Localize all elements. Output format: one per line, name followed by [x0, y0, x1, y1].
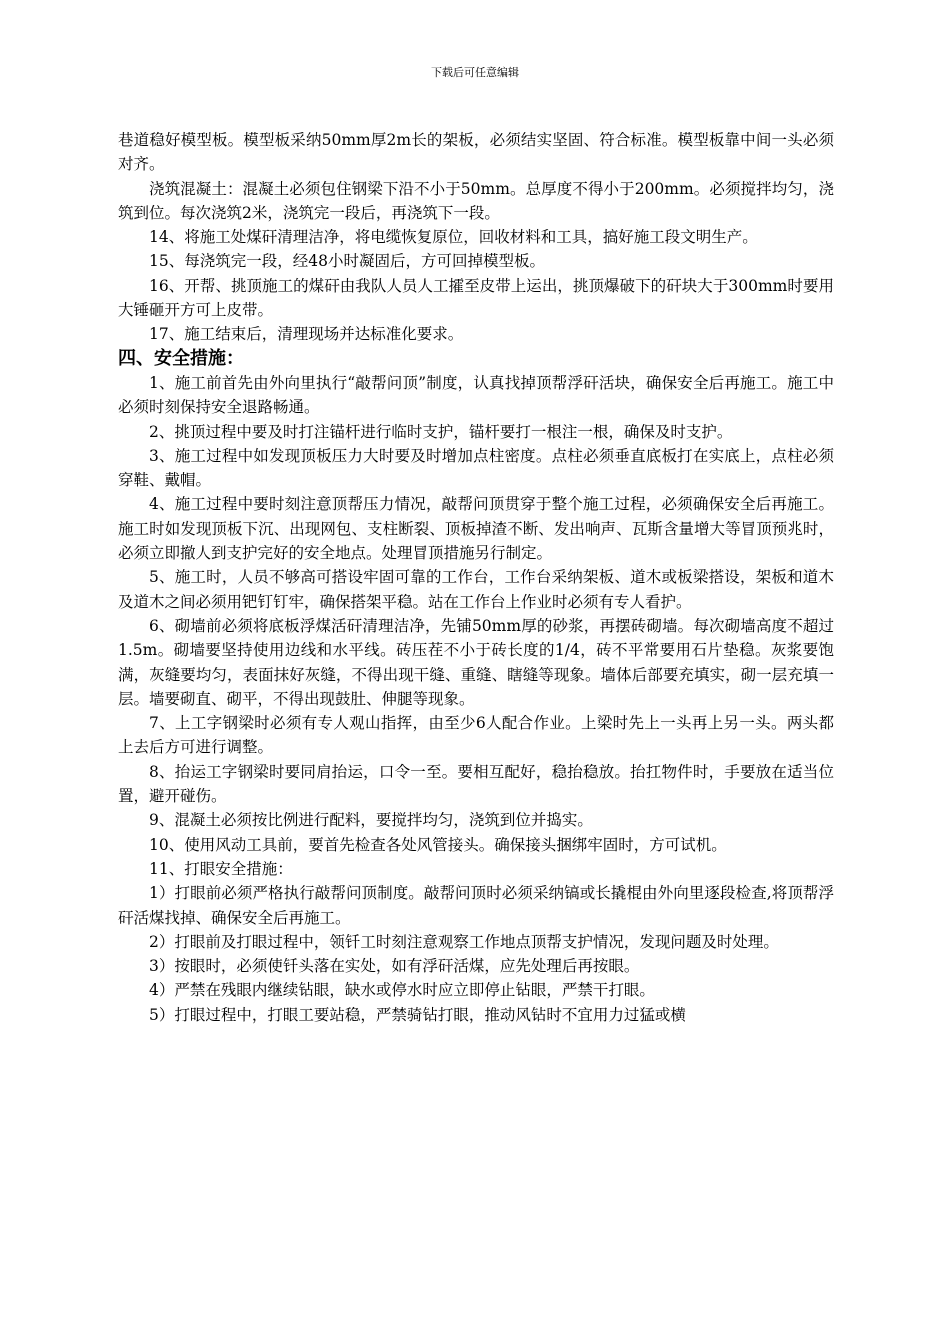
- paragraph: 9、混凝土必须按比例进行配料，要搅拌均匀，浇筑到位并捣实。: [149, 811, 593, 830]
- paragraph: 10、使用风动工具前，要首先检查各处风管接头。确保接头捆绑牢固时，方可试机。: [149, 835, 727, 854]
- paragraph: 11、打眼安全措施：: [149, 859, 293, 878]
- paragraph: 6、砌墙前必须将底板浮煤活矸清理洁净，先铺50mm厚的砂浆，再摆砖砌墙。每次砌墙高度不超过1.5m。砌墙要坚持使用边线和水平线。砖压茬不小于砖长度的1/4，砖不平常要用石片垫稳。灰浆要饱满，灰缝要均匀，表面抹好灰缝，不得出现干缝、重缝、瞎缝等现象。墙体后部要充填实，砌一层充填一层。墙要砌直、砌平，不得出现鼓肚、伸腿等现象。: [118, 616, 834, 708]
- paragraph-group-top: [118, 128, 834, 347]
- paragraph: 14、将施工处煤矸清理洁净，将电缆恢复原位，回收材料和工具，搞好施工段文明生产。: [149, 228, 758, 247]
- paragraph: 5）打眼过程中，打眼工要站稳，严禁骑钻打眼，推动风钻时不宜用力过猛或横: [149, 1005, 686, 1024]
- paragraph-group-safety: [118, 371, 834, 1027]
- page-header-note: 下载后可任意编辑: [431, 66, 519, 79]
- paragraph: 5、施工时，人员不够高可搭设牢固可靠的工作台，工作台采纳架板、道木或板梁搭设，架板和道木及道木之间必须用钯钉钉牢，确保搭架平稳。站在工作台上作业时必须有专人看护。: [118, 568, 834, 611]
- section-heading-safety-measures: 四、安全措施：: [118, 347, 244, 369]
- paragraph: 16、开帮、挑顶施工的煤矸由我队人员人工攉至皮带上运出，挑顶爆破下的矸块大于300mm时要用大锤砸开方可上皮带。: [118, 276, 834, 320]
- paragraph: 8、抬运工字钢梁时要同肩抬运，口令一至。要相互配好，稳抬稳放。抬扛物件时，手要放在适当位置，避开碰伤。: [118, 762, 834, 806]
- paragraph: 2、挑顶过程中要及时打注锚杆进行临时支护，锚杆要打一根注一根，确保及时支护。: [149, 422, 733, 441]
- paragraph: 17、施工结束后，清理现场并达标准化要求。: [149, 325, 464, 344]
- paragraph: 2）打眼前及打眼过程中，领钎工时刻注意观察工作地点顶帮支护情况，发现问题及时处理。: [149, 932, 779, 951]
- paragraph: 1）打眼前必须严格执行敲帮问顶制度。敲帮问顶时必须采纳镐或长撬棍由外向里逐段检查,将顶帮浮矸活煤找掉、确保安全后再施工。: [118, 884, 834, 927]
- paragraph: 3、施工过程中如发现顶板压力大时要及时增加点柱密度。点柱必须垂直底板打在实底上，点柱必须穿鞋、戴帽。: [118, 446, 834, 490]
- paragraph: 15、每浇筑完一段，经48小时凝固后，方可回掉模型板。: [149, 252, 545, 271]
- paragraph: 3）按眼时，必须使钎头落在实处，如有浮矸活煤，应先处理后再按眼。: [149, 957, 640, 976]
- paragraph: 1、施工前首先由外向里执行“敲帮问顶”制度，认真找掉顶帮浮矸活块，确保安全后再施工。施工中必须时刻保持安全退路畅通。: [118, 373, 834, 417]
- paragraph: 浇筑混凝土：混凝土必须包住钢梁下沿不小于50mm。总厚度不得小于200mm。必须搅拌均匀，浇筑到位。每次浇筑2米，浇筑完一段后，再浇筑下一段。: [118, 179, 834, 222]
- paragraph: 4、施工过程中要时刻注意顶帮压力情况，敲帮问顶贯穿于整个施工过程，必须确保安全后再施工。施工时如发现顶板下沉、出现网包、支柱断裂、顶板掉渣不断、发出响声、瓦斯含量增大等冒顶预兆时，必须立即撤人到支护完好的安全地点。处理冒顶措施另行制定。: [118, 495, 834, 563]
- paragraph: 7、上工字钢梁时必须有专人观山指挥，由至少6人配合作业。上梁时先上一头再上另一头。两头都上去后方可进行调整。: [118, 714, 834, 757]
- document-body: [118, 128, 834, 1027]
- paragraph: 巷道稳好模型板。模型板采纳50mm厚2m长的架板，必须结实坚固、符合标准。模型板靠中间一头必须对齐。: [118, 131, 834, 174]
- paragraph: 4）严禁在残眼内继续钻眼，缺水或停水时应立即停止钻眼，严禁干打眼。: [149, 981, 655, 1000]
